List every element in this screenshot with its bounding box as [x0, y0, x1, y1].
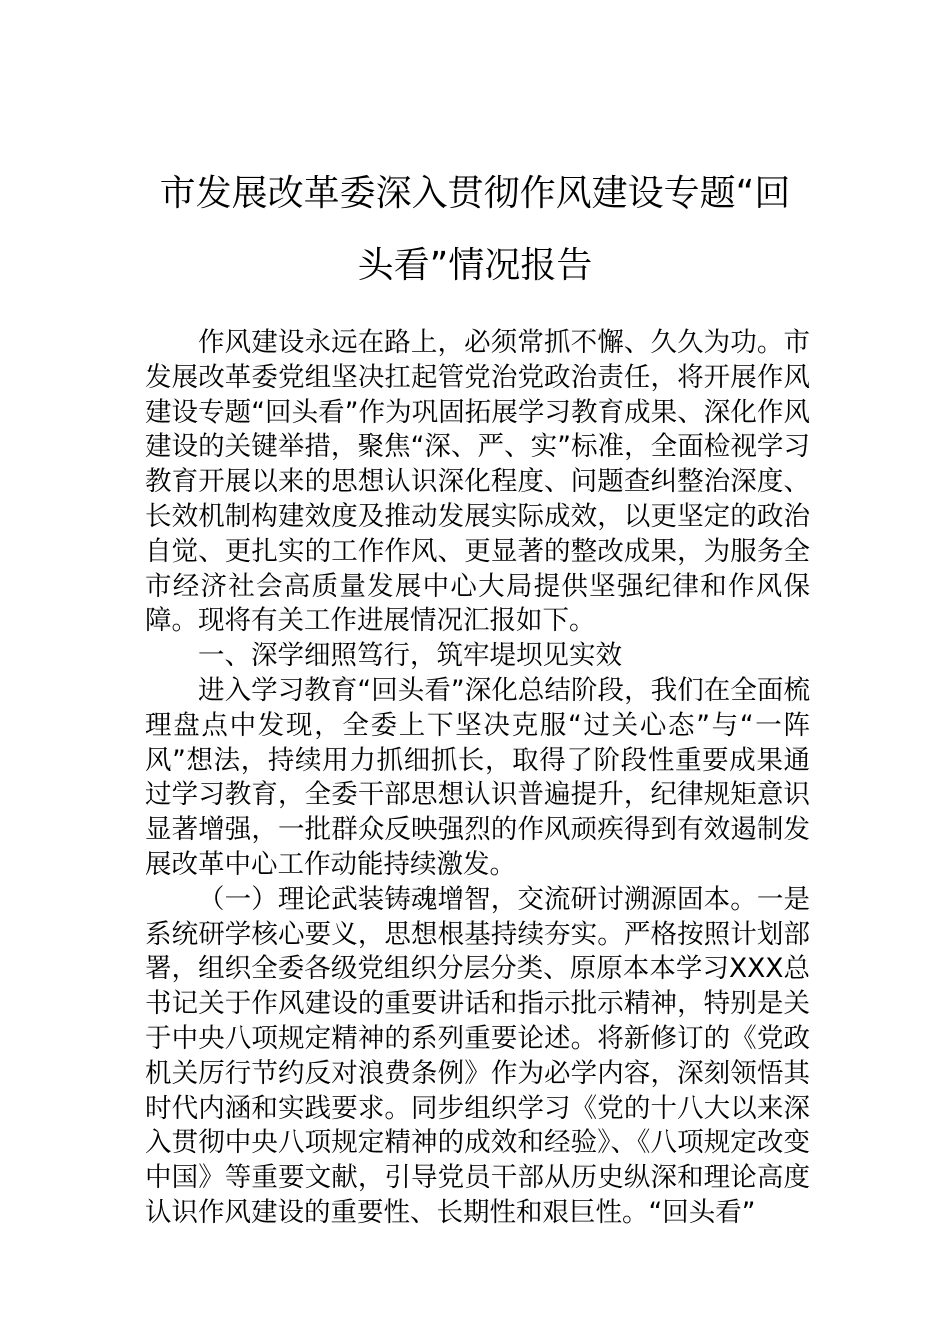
section-heading-1: 一、深学细照笃行，筑牢堤坝见实效 [198, 640, 622, 672]
document-title: 市发展改革委深入贯彻作风建设专题“回头看”情况报告 [159, 173, 791, 286]
document-body [145, 326, 810, 1231]
paragraph-subsection-1: （一）理论武装铸魂增智，交流研讨溯源固本。一是系统研学核心要义，思想根基持续夯实。严格按照计划部署，组织全委各级党组织分层分类、原原本本学习XXX总书记关于作风建设的重要讲话和指示批示精神，特别是关于中央八项规定精神的系列重要论述。将新修订的《党政机关厉行节约反对浪费条例》作为必学内容，深刻领悟其时代内涵和实践要求。同步组织学习《党的十八大以来深入贯彻中央八项规定精神的成效和经验》、《八项规定改变中国》等重要文献，引导党员干部从历史纵深和理论高度认识作风建设的重要性、长期性和艰巨性。“回头看” [145, 883, 810, 1228]
paragraph-intro: 作风建设永远在路上，必须常抓不懈、久久为功。市发展改革委党组坚决扛起管党治党政治责任，将开展作风建设专题“回头看”作为巩固拓展学习教育成果、深化作风建设的关键举措，聚焦“深、严、实”标准，全面检视学习教育开展以来的思想认识深化程度、问题查纠整治深度、长效机制构建效度及推动发展实际成效，以更坚定的政治自觉、更扎实的工作作风、更显著的整改成果，为服务全市经济社会高质量发展中心大局提供坚强纪律和作风保障。现将有关工作进展情况汇报如下。 [145, 327, 810, 637]
paragraph-section-1: 进入学习教育“回头看”深化总结阶段，我们在全面梳理盘点中发现，全委上下坚决克服“过关心态”与“一阵风”想法，持续用力抓细抓长，取得了阶段性重要成果通过学习教育，全委干部思想认识普遍提升，纪律规矩意识显著增强，一批群众反映强烈的作风顽疾得到有效遏制发展改革中心工作动能持续激发。 [145, 674, 810, 880]
